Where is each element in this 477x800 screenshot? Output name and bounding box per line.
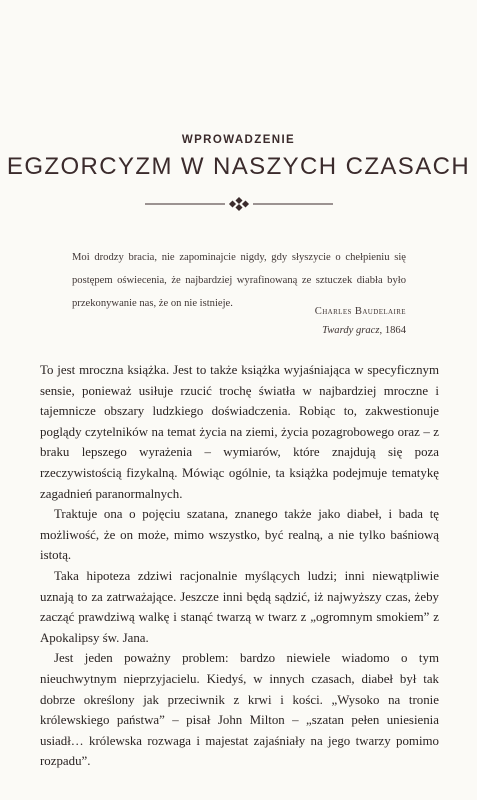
- epigraph-source-title: Twardy gracz: [322, 325, 380, 336]
- paragraph: To jest mroczna książka. Jest to także książka wyjaśniająca w specyficznym sensie, ponieważ usiłuje rzucić trochę światła w najbardziej mroczne i tajemnicze obszary ludzkiego doświadczenia. Robiąc to, zakwestionuje poglądy czytelników na temat życia na ziemi, życia pozagrobowego oraz – z braku lepszego wyrażenia – wymiarów, które znajdują się poza rzeczywistością fizykalną. Mówiąc ogólnie, ta książka podejmuje tematykę zagadnień paranormalnych.: [40, 363, 439, 501]
- epigraph-source: [322, 325, 406, 336]
- paragraph: Traktuje ona o pojęciu szatana, znanego także jako diabeł, i bada tę możliwość, że on może, mimo wszystko, być realną, a nie tylko baśniową istotą.: [40, 507, 439, 563]
- epigraph-author: Charles Baudelaire: [314, 306, 406, 317]
- epigraph-source-year: , 1864: [379, 325, 406, 336]
- body-text: [40, 360, 439, 772]
- chapter-kicker: WPROWADZENIE: [181, 134, 296, 146]
- ornament-divider: [0, 196, 477, 212]
- paragraph: Taka hipoteza zdziwi racjonalnie myślących ludzi; inni niewątpliwie uznają to za zatrważające. Jeszcze inni będą sądzić, iż najwyższy czas, żeby zacząć prawdziwą walkę i stanąć twarzą w twarz z „ogromnym smokiem” z Apokalipsy św. Jana.: [40, 568, 439, 645]
- fleuron-icon: [139, 196, 339, 212]
- epigraph-quote: Moi drodzy bracia, nie zapominajcie nigdy, gdy słyszycie o chełpieniu się postępem oświecenia, że najbardziej wyrafinowaną ze sztuczek diabła było przekonywanie nas, że on nie istnieje.: [72, 252, 406, 309]
- paragraph: Jest jeden poważny problem: bardzo niewiele wiadomo o tym nieuchwytnym nieprzyjacielu. Kiedyś, w innych czasach, diabeł był tak dobrze określony jak przeciwnik z krwi i kości. „Wysoko na tronie królewskiego państwa” – pisał John Milton – „szatan pełen uniesienia usiadł… królewska rozwaga i majestat zajaśniały na jego twarzy pomimo rozpadu”.: [40, 651, 439, 769]
- chapter-title: EGZORCYZM W NASZYCH CZASACH: [6, 153, 471, 180]
